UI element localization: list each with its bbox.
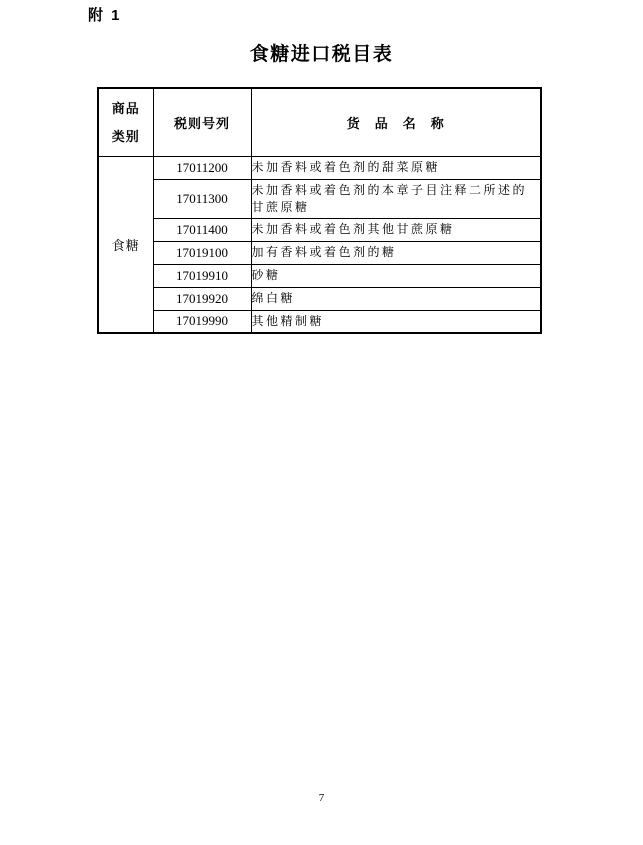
hs-code-cell: 17019910: [153, 264, 251, 287]
table-header-row: [98, 88, 541, 156]
category-column-header: [98, 88, 153, 156]
product-name-cell: 砂糖: [251, 264, 541, 287]
hs-code-cell: 17011200: [153, 156, 251, 179]
product-name-cell: 绵白糖: [251, 287, 541, 310]
category-header-line1: 商品: [111, 100, 140, 116]
hs-code-cell: 17019990: [153, 310, 251, 333]
hs-code-cell: 17019920: [153, 287, 251, 310]
tariff-table: [97, 87, 542, 334]
table-row: [98, 218, 541, 241]
code-column-header: 税则号列: [153, 88, 251, 156]
table-row: [98, 179, 541, 218]
category-header-line2: 类别: [111, 128, 140, 144]
product-name-cell: 未加香料或着色剂其他甘蔗原糖: [251, 218, 541, 241]
name-column-header: 货 品 名 称: [251, 88, 541, 156]
table-row: [98, 264, 541, 287]
hs-code-cell: 17019100: [153, 241, 251, 264]
product-name-cell: 未加香料或着色剂的本章子目注释二所述的甘蔗原糖: [251, 179, 541, 218]
product-name-cell: 其他精制糖: [251, 310, 541, 333]
product-name-cell: 加有香料或着色剂的糖: [251, 241, 541, 264]
hs-code-cell: 17011400: [153, 218, 251, 241]
table-row: [98, 241, 541, 264]
page-number: 7: [318, 792, 325, 804]
product-name-cell: 未加香料或着色剂的甜菜原糖: [251, 156, 541, 179]
table-row: [98, 287, 541, 310]
page-title: 食糖进口税目表: [249, 44, 394, 65]
hs-code-cell: 17011300: [153, 179, 251, 218]
table-row: [98, 310, 541, 333]
category-cell: 食糖: [98, 156, 153, 333]
table-row: [98, 156, 541, 179]
attachment-label: 附 1: [88, 7, 122, 24]
